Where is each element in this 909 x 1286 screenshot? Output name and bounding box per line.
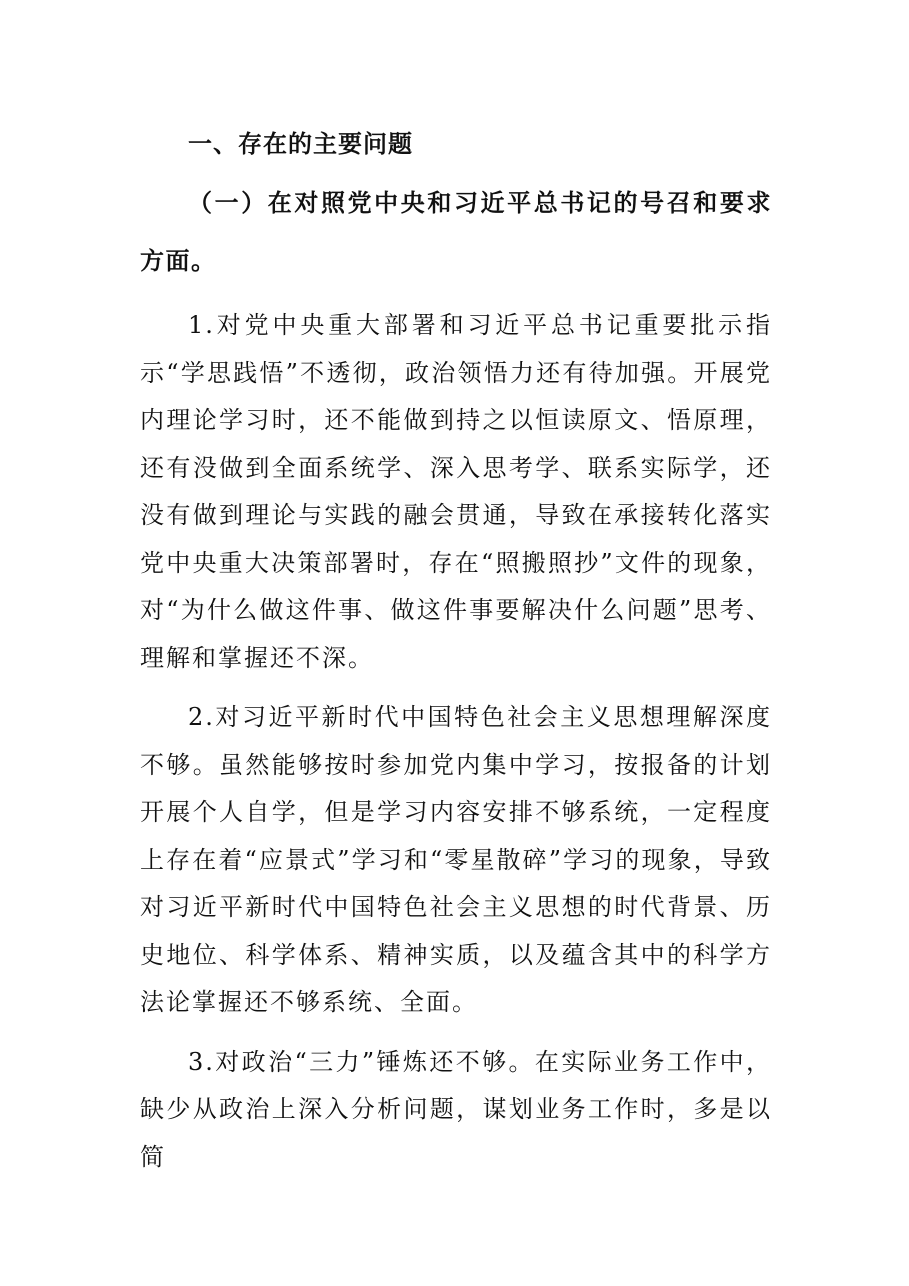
- paragraph-2: 2.对习近平新时代中国特色社会主义思想理解深度不够。虽然能够按时参加党内集中学习，按报备的计划开展个人自学，但是学习内容安排不够系统，一定程度上存在着“应景式”学习和“零星散碎”学习的现象，导致对习近平新时代中国特色社会主义思想的时代背景、历史地位、科学体系、精神实质，以及蕴含其中的科学方法论掌握还不够系统、全面。: [140, 703, 772, 1016]
- subsection-heading: （一）在对照党中央和习近平总书记的号召和要求方面。: [140, 189, 772, 275]
- section-heading: 一、存在的主要问题: [188, 130, 413, 158]
- document-body: [140, 122, 772, 1181]
- paragraph-3: 3.对政治“三力”锤炼还不够。在实际业务工作中，缺少从政治上深入分析问题，谋划业务工作时，多是以简: [140, 1047, 772, 1171]
- paragraph-1: 1.对党中央重大部署和习近平总书记重要批示指示“学思践悟”不透彻，政治领悟力还有待加强。开展党内理论学习时，还不能做到持之以恒读原文、悟原理，还有没做到全面系统学、深入思考学、联系实际学，还没有做到理论与实践的融会贯通，导致在承接转化落实党中央重大决策部署时，存在“照搬照抄”文件的现象，对“为什么做这件事、做这件事要解决什么问题”思考、理解和掌握还不深。: [140, 311, 772, 672]
